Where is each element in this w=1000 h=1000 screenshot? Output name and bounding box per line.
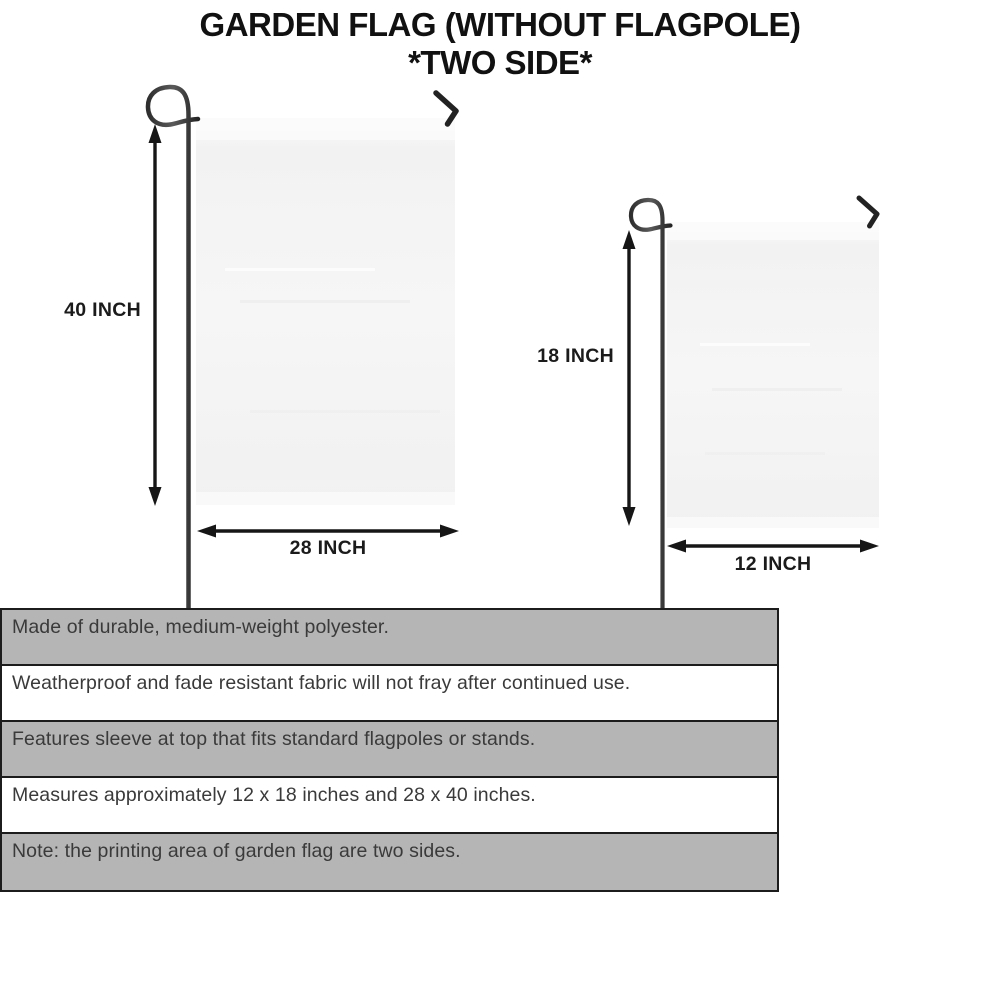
small-flag-corner-hook (859, 198, 877, 226)
feature-row-measurements: Measures approximately 12 x 18 inches and 28 x 40 inches. (2, 778, 777, 834)
small-flag-bottom-hem (667, 517, 879, 528)
large-flag-diagram (64, 87, 459, 608)
small-width-arrow (667, 540, 879, 553)
small-flag-fold-line (712, 388, 842, 391)
large-height-label: 40 INCH (64, 299, 141, 321)
large-flag-sleeve (196, 118, 455, 140)
small-flag-fabric (667, 222, 879, 528)
small-flagpole-stand (631, 200, 671, 608)
small-flag-fold-line (700, 343, 810, 346)
title-line-2: *TWO SIDE* (408, 44, 592, 81)
large-flag-fold-line (225, 268, 375, 271)
features-table (0, 608, 779, 892)
large-flag-fabric (196, 118, 455, 505)
feature-row-note: Note: the printing area of garden flag are two sides. (2, 834, 777, 890)
large-height-arrow (149, 124, 162, 506)
small-flag-diagram (537, 198, 879, 608)
feature-row-material: Made of durable, medium-weight polyester. (2, 610, 777, 666)
large-width-label: 28 INCH (289, 537, 367, 559)
large-flag-fold-line (250, 410, 440, 413)
large-width-arrow (197, 525, 459, 538)
small-height-arrow (623, 230, 636, 526)
title-line-1: GARDEN FLAG (WITHOUT FLAGPOLE) (199, 6, 801, 43)
large-flag-fold-line (240, 300, 410, 303)
feature-row-weatherproof: Weatherproof and fade resistant fabric will not fray after continued use. (2, 666, 777, 722)
small-height-label: 18 INCH (537, 345, 614, 367)
small-flag-fold-line (705, 452, 825, 455)
feature-row-sleeve: Features sleeve at top that fits standard flagpoles or stands. (2, 722, 777, 778)
small-width-label: 12 INCH (734, 553, 812, 575)
small-flag-sleeve (667, 222, 879, 240)
large-flag-bottom-hem (196, 492, 455, 505)
